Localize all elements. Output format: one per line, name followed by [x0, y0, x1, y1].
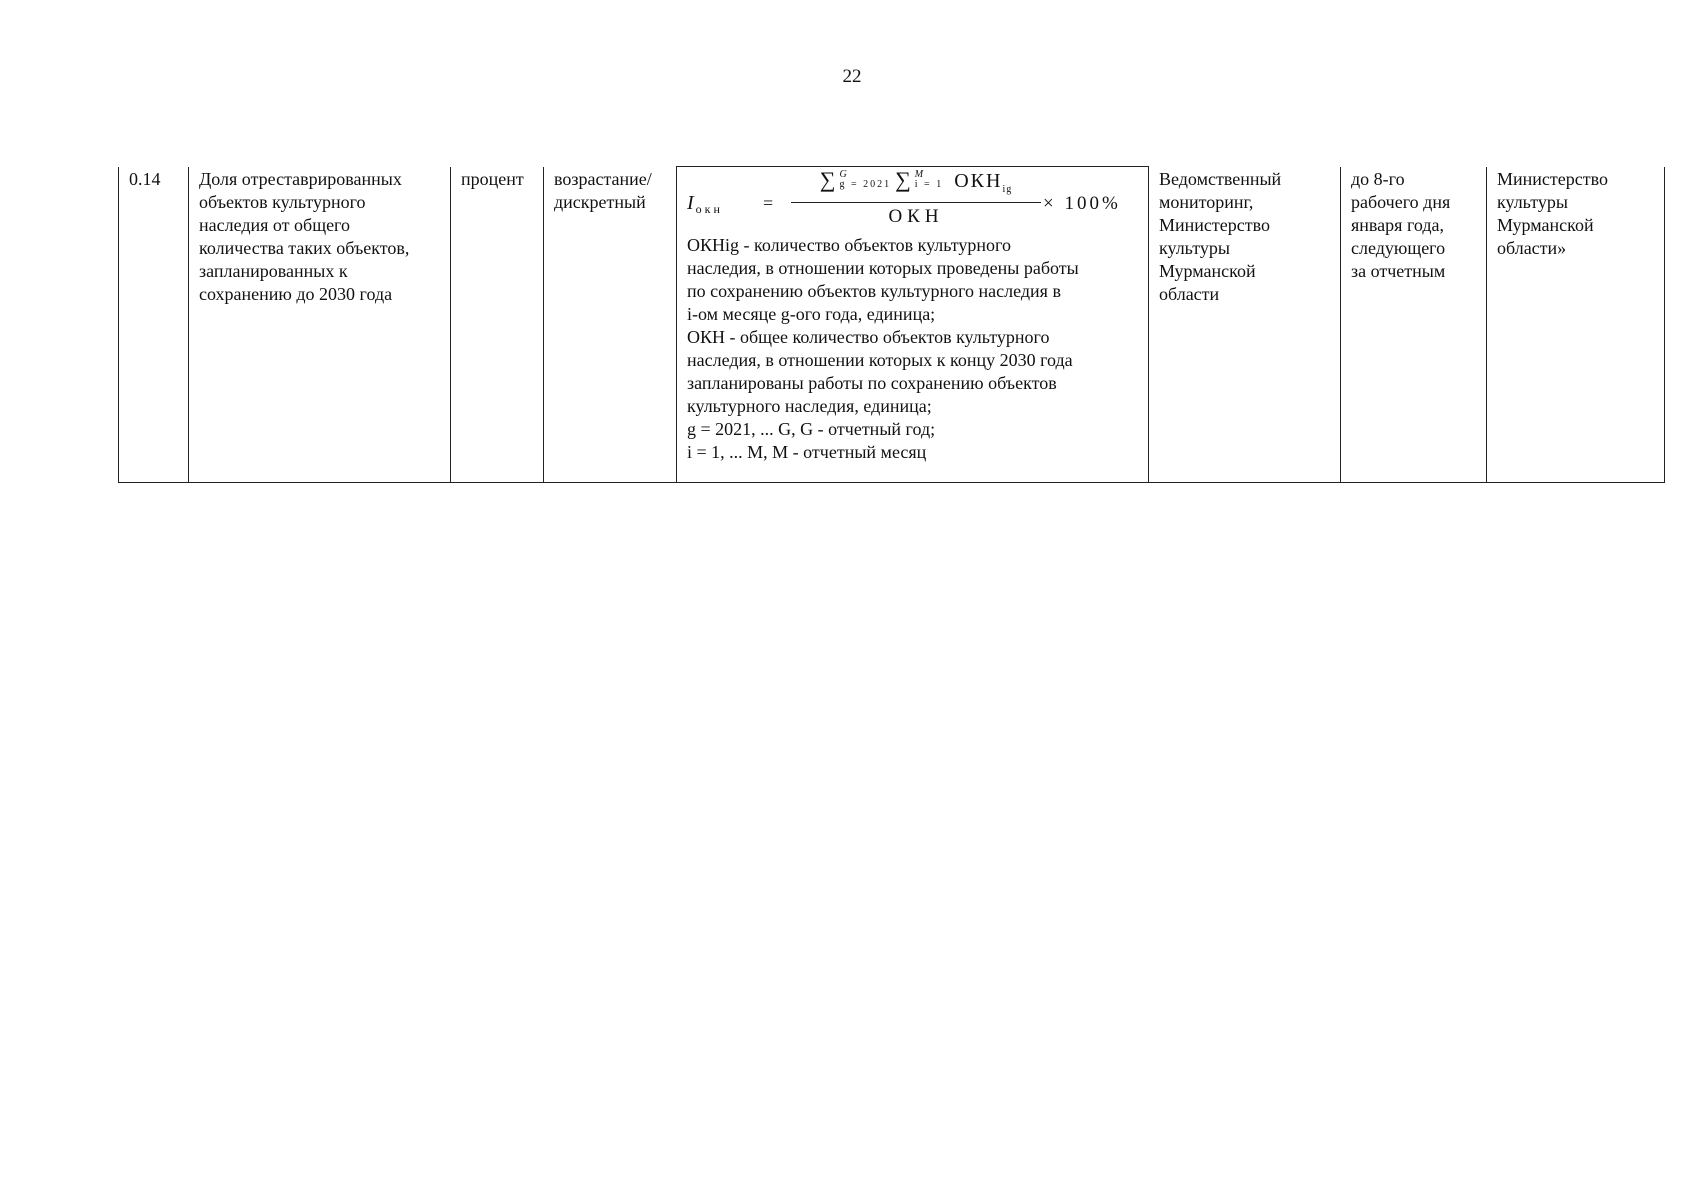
indicator-name-line: количества таких объектов,	[199, 237, 410, 258]
definition-line: культурного наследия, единица;	[687, 396, 932, 416]
source-line: области	[1159, 283, 1220, 304]
source-line: культуры	[1159, 237, 1230, 258]
trend-line: дискретный	[554, 191, 646, 212]
formula	[687, 168, 1138, 234]
indicator-name-line: запланированных к	[199, 260, 348, 281]
sum-limits: G g = 2021	[839, 169, 892, 190]
indicator-number: 0.14	[129, 168, 161, 189]
indicator-name-line: наследия от общего	[199, 214, 350, 235]
responsible-line: Мурманской	[1497, 214, 1594, 235]
formula-denominator: ОКН	[888, 206, 944, 227]
indicator-name-line: объектов культурного	[199, 191, 366, 212]
table-row	[119, 167, 1665, 483]
formula-fraction	[791, 168, 1041, 228]
responsible-line: культуры	[1497, 191, 1568, 212]
source-line: мониторинг,	[1159, 191, 1254, 212]
source-line: Ведомственный	[1159, 168, 1282, 189]
trend-cell	[544, 167, 677, 483]
responsible-line: области»	[1497, 237, 1567, 258]
source-line: Мурманской	[1159, 260, 1256, 281]
source-line: Министерство	[1159, 214, 1270, 235]
definition-line: по сохранению объектов культурного наследия в	[687, 281, 1061, 301]
deadline-cell	[1341, 167, 1487, 483]
definition-line: ОКН - общее количество объектов культурного	[687, 327, 1050, 347]
responsible-line: Министерство	[1497, 168, 1608, 189]
definition-line: ОКНig - количество объектов культурного	[687, 235, 1011, 255]
sum-symbol: ∑	[895, 167, 913, 192]
trend-line: возрастание/	[554, 168, 652, 189]
formula-numerator	[791, 168, 1041, 203]
data-source-cell	[1149, 167, 1341, 483]
page-number: 22	[842, 66, 862, 87]
numerator-term: ОКН	[954, 170, 1003, 192]
deadline-line: рабочего дня	[1351, 191, 1451, 212]
deadline-line: до 8-го	[1351, 168, 1405, 189]
definition-line: g = 2021, ... G, G - отчетный год;	[687, 419, 936, 439]
indicator-name-line: сохранению до 2030 года	[199, 283, 393, 304]
indicator-name-line: Доля отреставрированных	[199, 168, 402, 189]
definition-line: запланированы работы по сохранению объектов	[687, 373, 1057, 393]
indicator-name-cell	[189, 167, 451, 483]
deadline-line: января года,	[1351, 214, 1445, 235]
definition-line: i-ом месяце g-ого года, единица;	[687, 304, 936, 324]
responsible-cell	[1487, 167, 1665, 483]
deadline-line: за отчетным	[1351, 260, 1446, 281]
formula-lhs: I $_{окн}$	[687, 192, 723, 216]
deadline-line: следующего	[1351, 237, 1446, 258]
numerator-subscript: ig	[1002, 184, 1013, 195]
formula-multiplier: × 100%	[1043, 193, 1121, 214]
definition-line: наследия, в отношении которых проведены работы	[687, 258, 1079, 278]
formula-equals: =	[763, 193, 774, 213]
indicator-number-cell	[119, 167, 189, 483]
indicator-table	[118, 166, 1665, 483]
formula-lhs-subscript: окн	[695, 202, 723, 216]
formula-cell	[677, 167, 1149, 483]
sum-symbol: ∑	[819, 167, 838, 192]
unit-value: процент	[461, 168, 524, 189]
formula-definitions	[687, 234, 1138, 464]
definition-line: наследия, в отношении которых к концу 2030 года	[687, 350, 1073, 370]
sum-limits: M i = 1	[914, 169, 944, 190]
unit-cell	[451, 167, 544, 483]
definition-line: i = 1, ... M, M - отчетный месяц	[687, 442, 927, 462]
